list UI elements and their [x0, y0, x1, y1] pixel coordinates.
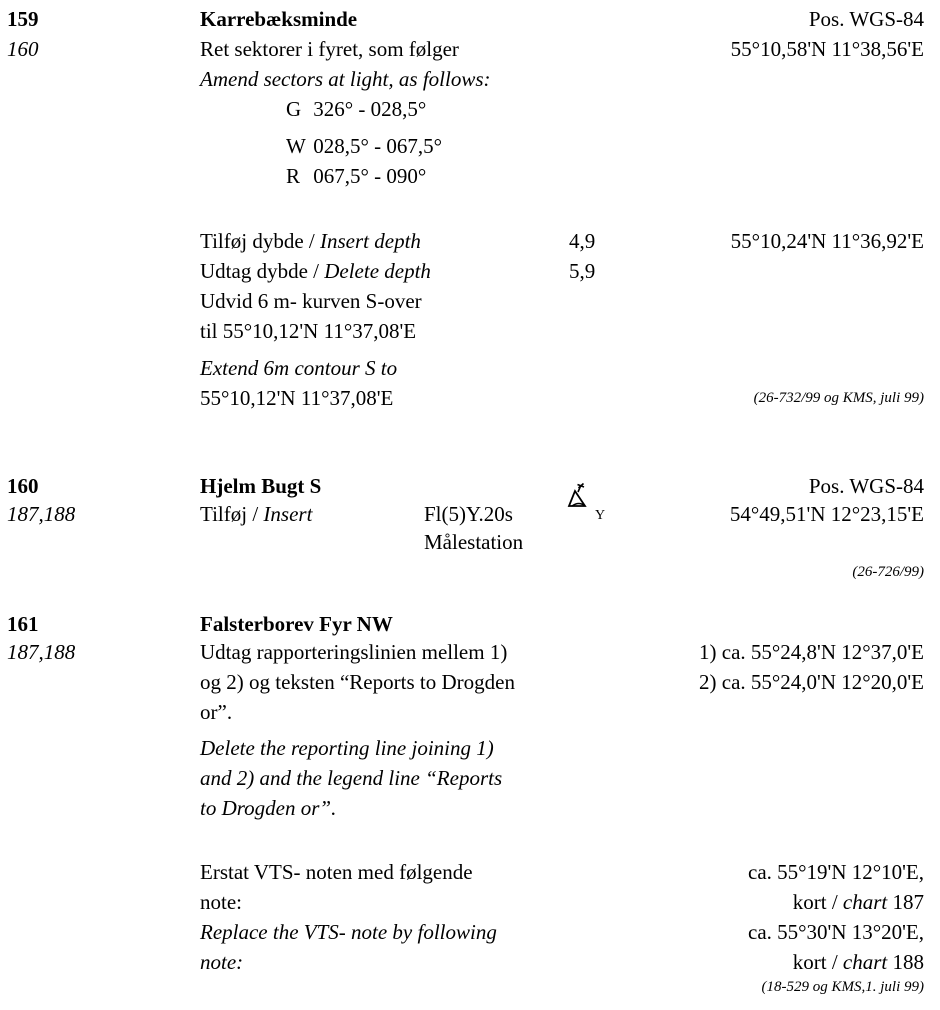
reporting-line-en: and 2) and the legend line “Reports	[200, 766, 503, 790]
delete-depth-label	[200, 261, 431, 282]
reporting-line-da: Udtag rapporteringslinien mellem 1)	[200, 640, 508, 664]
delete-depth-da: Udtag dybde /	[200, 259, 325, 283]
delete-depth-en: Delete depth	[324, 259, 431, 283]
chart-label-da: kort /	[792, 950, 843, 974]
chart-label-en: chart	[842, 890, 888, 914]
chart-label-en: chart	[842, 950, 888, 974]
notice-title: Hjelm Bugt S	[200, 474, 322, 498]
vts-note-en: Replace the VTS- note by following	[200, 920, 497, 944]
chart-number: 187	[887, 890, 924, 914]
chart-numbers: 187,188	[7, 640, 76, 664]
sector-row	[286, 99, 426, 120]
chart-numbers: 187,188	[7, 502, 76, 526]
notice-number: 161	[7, 612, 39, 636]
reporting-line-da: or”.	[200, 700, 233, 724]
sector-code: W	[286, 134, 306, 158]
vts-chart-2	[793, 952, 924, 973]
source-reference: (18-529 og KMS,1. juli 99)	[761, 979, 924, 995]
sector-range: 067,5° - 090°	[313, 164, 427, 188]
insert-depth-label	[200, 231, 421, 252]
sector-code: R	[286, 164, 301, 188]
source-reference: (26-732/99 og KMS, juli 99)	[753, 390, 924, 406]
sector-range: 326° - 028,5°	[313, 97, 427, 121]
vts-position-2: ca. 55°30'N 13°20'E,	[748, 920, 924, 944]
notice-number: 160	[7, 474, 39, 498]
insert-depth-en: Insert depth	[320, 229, 421, 253]
buoy-position: 54°49,51'N 12°23,15'E	[729, 502, 924, 526]
notice-title: Karrebæksminde	[200, 7, 358, 31]
extend-contour-en: 55°10,12'N 11°37,08'E	[200, 386, 394, 410]
light-position: 55°10,58'N 11°38,56'E	[730, 37, 924, 61]
position-label: Pos. WGS-84	[808, 474, 924, 498]
sector-row	[286, 166, 426, 187]
reporting-line-en: Delete the reporting line joining 1)	[200, 736, 494, 760]
vts-chart-1	[793, 892, 924, 913]
buoy-topmark	[578, 484, 585, 493]
sector-code: G	[286, 97, 302, 121]
chart-number: 188	[887, 950, 924, 974]
extend-contour-en: Extend 6m contour S to	[200, 356, 398, 380]
notice-title: Falsterborev Fyr NW	[200, 612, 393, 636]
insert-da: Tilføj /	[200, 502, 264, 526]
sector-range: 028,5° - 067,5°	[313, 134, 443, 158]
special-buoy-icon	[565, 482, 597, 508]
chart-label-da: kort /	[792, 890, 843, 914]
light-instruction-da: Ret sektorer i fyret, som følger	[200, 37, 459, 61]
position-label: Pos. WGS-84	[808, 7, 924, 31]
insert-depth-da: Tilføj dybde /	[200, 229, 320, 253]
extend-contour-da: til 55°10,12'N 11°37,08'E	[200, 319, 417, 343]
light-instruction-en: Amend sectors at light, as follows:	[200, 67, 491, 91]
reporting-position-1: 1) ca. 55°24,8'N 12°37,0'E	[699, 640, 924, 664]
station-label: Målestation	[424, 530, 524, 554]
buoy-letter: Y	[595, 508, 606, 523]
sector-row	[286, 136, 442, 157]
reporting-line-en: to Drogden or”.	[200, 796, 337, 820]
chart-numbers: 160	[7, 37, 39, 61]
depth-position: 55°10,24'N 11°36,92'E	[730, 229, 924, 253]
reporting-line-da: og 2) og teksten “Reports to Drogden	[200, 670, 515, 694]
delete-depth-value: 5,9	[569, 259, 596, 283]
notice-number: 159	[7, 7, 39, 31]
vts-position-1: ca. 55°19'N 12°10'E,	[748, 860, 924, 884]
source-reference: (26-726/99)	[852, 564, 924, 580]
insert-depth-value: 4,9	[569, 229, 596, 253]
vts-note-en: note:	[200, 950, 244, 974]
insert-en: Insert	[263, 502, 313, 526]
vts-note-da: Erstat VTS- noten med følgende	[200, 860, 473, 884]
extend-contour-da: Udvid 6 m- kurven S-over	[200, 289, 422, 313]
insert-label	[200, 504, 312, 525]
light-characteristic: Fl(5)Y.20s	[424, 502, 513, 526]
vts-note-da: note:	[200, 890, 242, 914]
reporting-position-2: 2) ca. 55°24,0'N 12°20,0'E	[699, 670, 924, 694]
